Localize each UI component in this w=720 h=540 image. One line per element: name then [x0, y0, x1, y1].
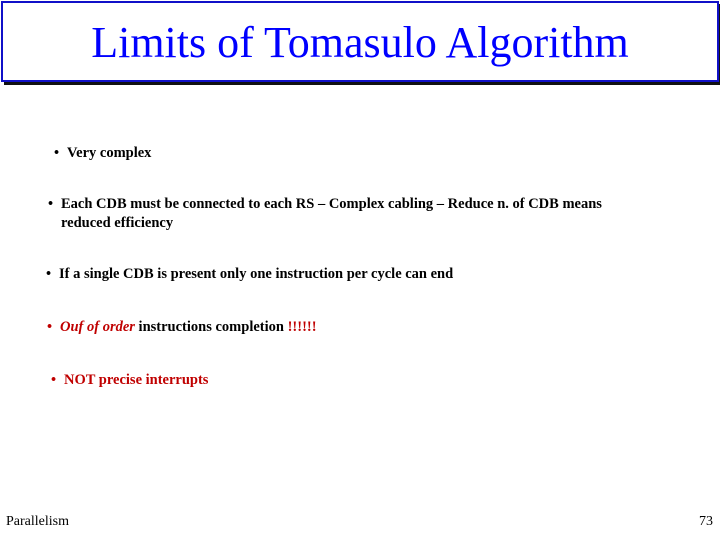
- bullet-text: NOT precise interrupts: [64, 372, 209, 388]
- bullet-item-1: [54, 144, 654, 163]
- bullet-text: [47, 318, 647, 337]
- title-box: [1, 1, 719, 82]
- slide-title: Limits of Tomasulo Algorithm: [91, 18, 629, 67]
- bullet-italic-phrase: Ouf of order: [60, 319, 135, 335]
- bullet-exclamation: !!!!!!: [287, 319, 317, 335]
- bullet-text: Very complex: [67, 145, 152, 161]
- bullet-item-5: [51, 371, 651, 390]
- bullet-text: Each CDB must be connected to each RS – Complex cabling – Reduce n. of CDB means reduced efficiency: [61, 196, 602, 231]
- bullet-dot: •: [46, 266, 52, 282]
- bullet-item-2: [48, 195, 628, 233]
- footer-section-label: Parallelism: [6, 514, 69, 529]
- bullet-item-4: [47, 318, 647, 337]
- bullet-dot: •: [51, 372, 57, 388]
- bullet-item-3: [46, 265, 646, 284]
- bullet-dot: •: [54, 145, 60, 161]
- bullet-dot: •: [47, 319, 53, 335]
- bullet-text: If a single CDB is present only one instruction per cycle can end: [59, 266, 454, 282]
- bullet-dot: •: [48, 196, 54, 212]
- bullet-middle-text: instructions completion: [134, 319, 288, 335]
- page-number: 73: [699, 514, 713, 529]
